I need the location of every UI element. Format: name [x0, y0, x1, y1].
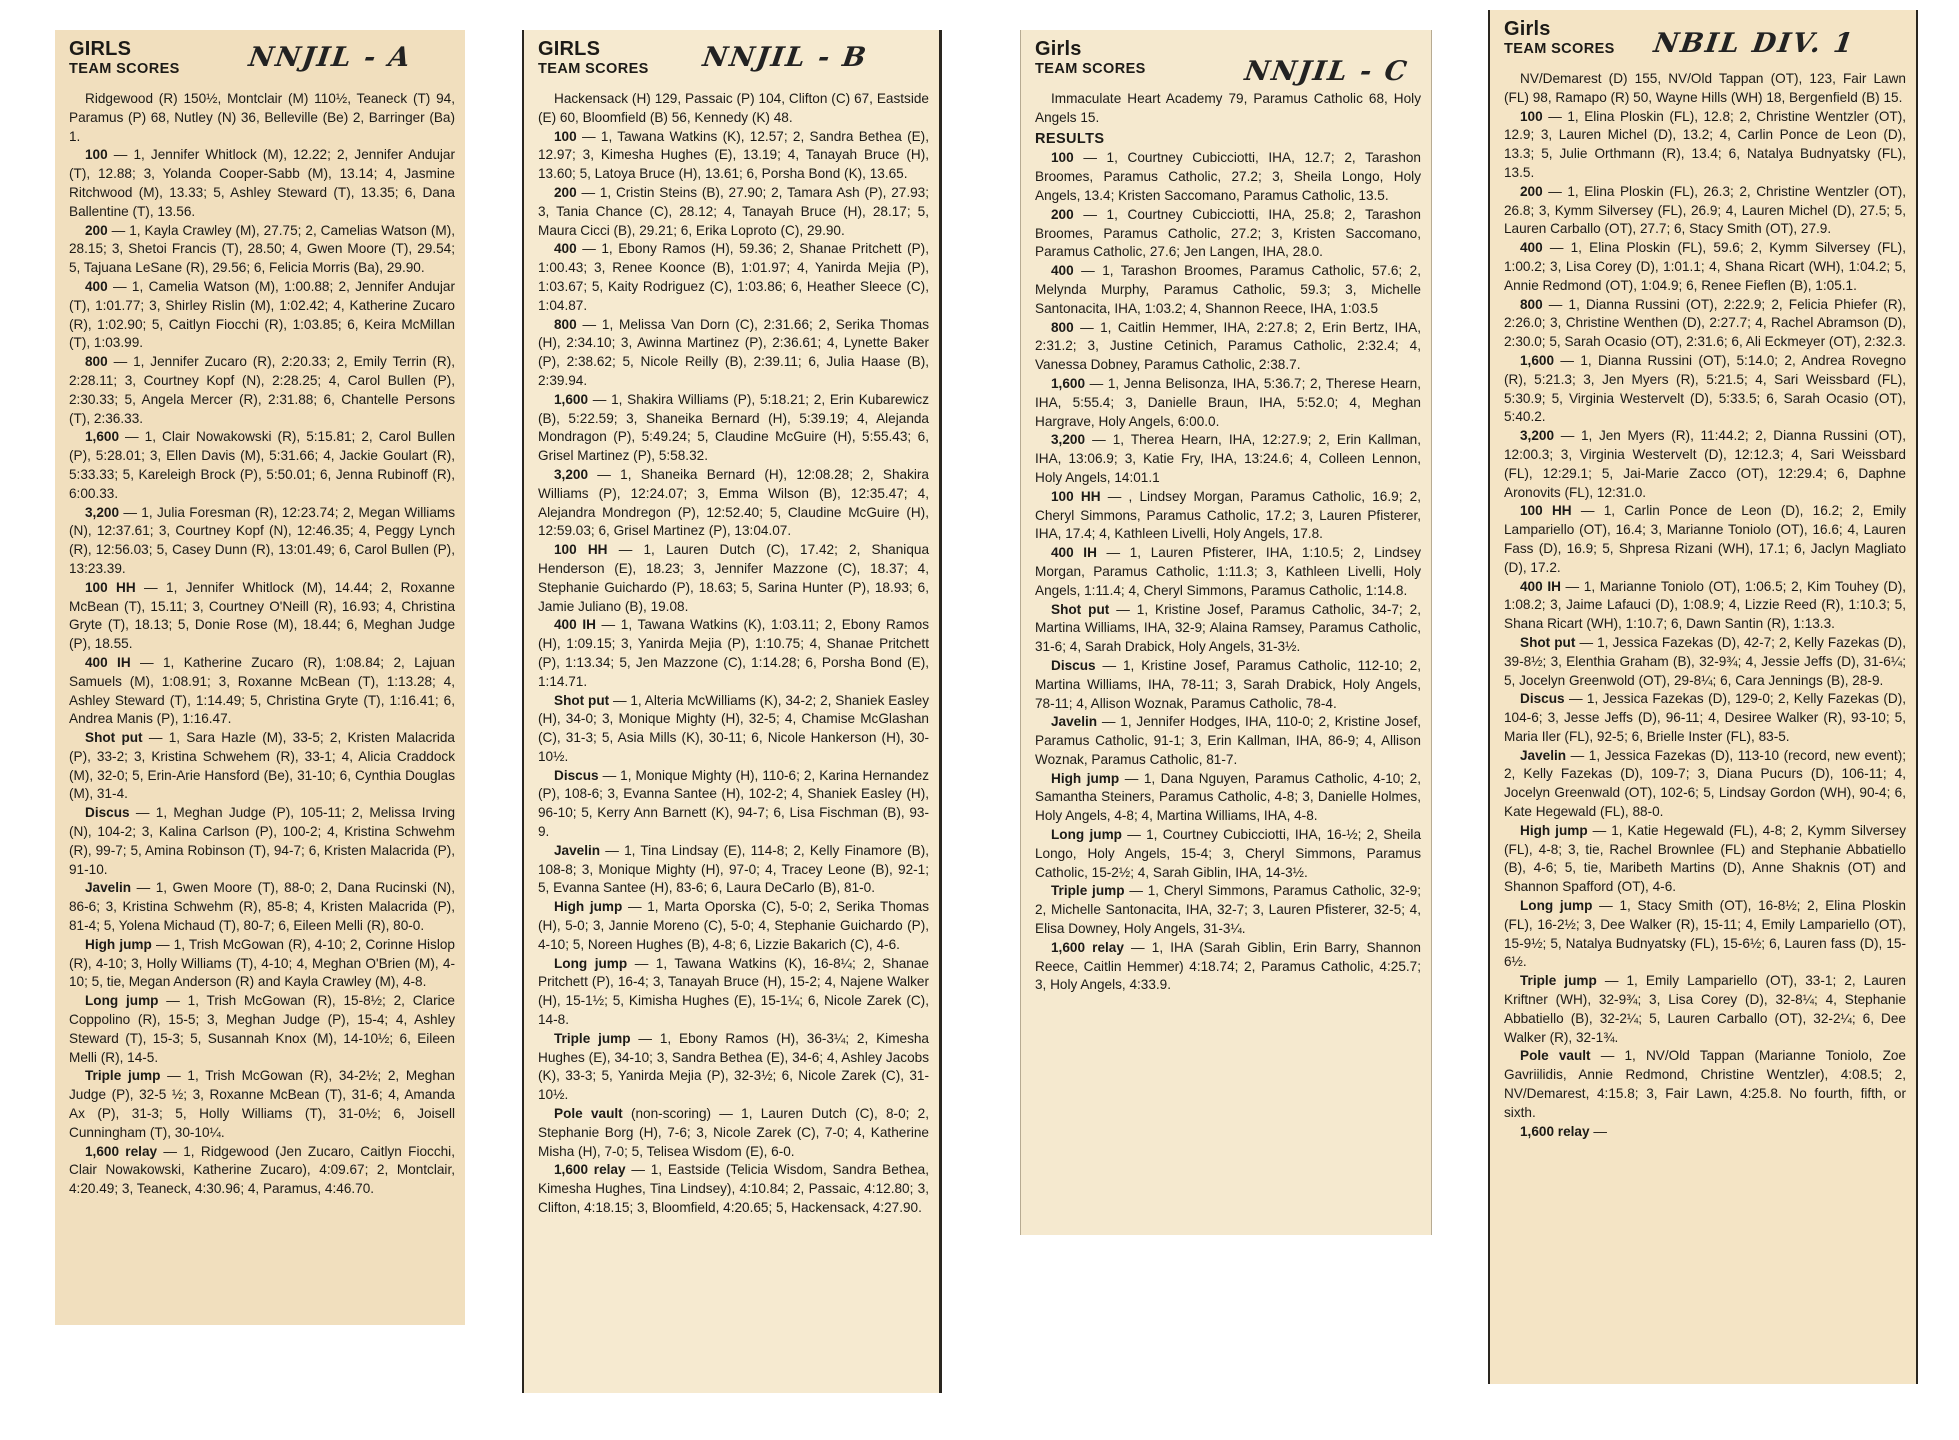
event-result [538, 316, 929, 391]
event-placings: — 1, Kayla Crawley (M), 27.75; 2, Camelias Watson (M), 28.15; 3, Shetoi Francis (T), 28.50; 4, Gwen Moore (T), 29.54; 5, Tajuana LeSane (R), 29.56; 6, Felicia Morris (Ba), 29.90. [69, 222, 455, 276]
event-placings: — 1, Marta Oporska (C), 5-0; 2, Serika Thomas (H), 5-0; 3, Jannie Moreno (C), 5-0; 4, Stephanie Guichardo (P), 4-10; 5, Noreen Hughes (B), 4-8; 6, Lizzie Bakarich (C), 4-6. [538, 899, 930, 952]
results-body [1504, 70, 1906, 1141]
event-result [538, 541, 929, 616]
event-name: 200 [1520, 183, 1543, 199]
event-name: 200 [85, 222, 108, 238]
event-placings: — 1, Katherine Zucaro (R), 1:08.84; 2, Lajuan Samuels (M), 1:08.91; 3, Roxanne McBean (T), 1:13.28; 4, Ashley Steward (T), 1:14.49; 5, Christina Gryte (T), 1:16.41; 6, Andrea Manis (P), 1:16.47. [69, 654, 455, 727]
event-name: High jump [85, 936, 152, 952]
results-body [69, 90, 455, 1199]
event-placings: — 1, Ridgewood (Jen Zucaro, Caitlyn Fiocchi, Clair Nowakowski, Katherine Zucaro), 4:09.67; 2, Montclair, 4:20.49; 3, Teaneck, 4:30.96; 4, Paramus, 4:46.70. [69, 1143, 455, 1197]
event-result [1035, 488, 1421, 544]
event-name: 1,600 relay [85, 1143, 158, 1159]
event-result [538, 1030, 929, 1105]
event-name: 800 [85, 354, 108, 370]
event-result [69, 428, 455, 503]
event-name: 100 [85, 147, 108, 163]
event-placings: — 1, Elina Ploskin (FL), 12.8; 2, Christine Wentzler (OT), 12.9; 3, Lauren Michel (D), 13.2; 4, Carlin Ponce de Leon (D), 13.3; 5, Julie Orthmann (R), 13.4; 6, Natalya Budnyatsky (FL), 13.5. [1504, 108, 1906, 180]
event-placings: — 1, Courtney Cubicciotti, IHA, 25.8; 2, Tarashon Broomes, Paramus Catholic, 27.2; 3, Kristen Saccomano, Paramus Catholic, 27.6; Jen Langen, IHA, 28.0. [1035, 206, 1421, 260]
event-name: 400 IH [1051, 545, 1097, 561]
event-result [1504, 1047, 1906, 1122]
clipping-nnjil-c [1020, 30, 1432, 1235]
event-result [538, 1105, 929, 1161]
event-name: Shot put [1051, 601, 1110, 617]
event-result [1504, 427, 1906, 502]
team-scores-heading: TEAM SCORES [69, 61, 180, 77]
event-name: Shot put [85, 730, 143, 746]
event-placings: — 1, Eastside (Telicia Wisdom, Sandra Bethea, Kimesha Hughes, Tina Lindsey), 4:10.84; 2, Passaic, 4:12.80; 3, Clifton, 4:18.15; 3, Bloomfield, 4:20.65; 5, Hackensack, 4:27.90. [538, 1162, 930, 1216]
event-placings: — 1, Dianna Russini (OT), 5:14.0; 2, Andrea Rovegno (R), 5:21.3; 3, Jen Myers (R), 5:21.5; 4, Sari Weissbard (FL), 5:30.9; 5, Virginia Westervelt (D), 5:33.5; 6, Sarah Ocasio (OT), 5:40.2. [1504, 352, 1906, 425]
event-result [1504, 1123, 1906, 1142]
event-placings: — 1, Tawana Watkins (K), 16-8¼; 2, Shanae Pritchett (P), 16-4; 3, Tanayah Bruce (H), 15-2; 4, Najene Walker (H), 15-1½; 5, Kimisha Hughes (E), 15-1¼; 6, Nicole Zarek (C), 14-8. [538, 955, 929, 1028]
event-name: 100 [554, 128, 577, 144]
event-name: 800 [1520, 296, 1543, 312]
event-result [538, 184, 929, 240]
event-placings: — 1, Tarashon Broomes, Paramus Catholic, 57.6; 2, Melynda Murphy, Paramus Catholic, 59.3; 3, Michelle Santonacita, IHA, 1:03.2; 4, Shannon Reece, IHA, 1:03.5 [1035, 263, 1421, 316]
event-result [1504, 239, 1906, 295]
event-name: 400 [1051, 263, 1074, 279]
event-result [69, 729, 455, 804]
event-result [1504, 972, 1906, 1047]
event-name: 1,600 [85, 429, 120, 445]
handwritten-note: NNJIL - B [700, 42, 870, 73]
event-result [538, 391, 929, 466]
event-placings: — 1, Trish McGowan (R), 15-8½; 2, Clarice Coppolino (R), 15-5; 3, Meghan Judge (P), 15-4; 4, Ashley Steward (T), 15-3; 5, Susannah Knox (M), 14-10½; 6, Eileen Melli (R), 14-5. [69, 993, 455, 1065]
event-result [1504, 183, 1906, 239]
event-name: 400 [1520, 240, 1543, 256]
event-name: 100 HH [85, 579, 136, 595]
results-body [538, 90, 929, 1218]
event-result [1035, 657, 1421, 713]
event-placings: — 1, Elina Ploskin (FL), 59.6; 2, Kymm Silversey (FL), 1:00.2; 3, Lisa Corey (D), 1:01.1; 4, Shana Ricart (WH), 1:04.2; 5, Annie Redmond (OT), 1:04.9; 6, Renee Fieflen (B), 1:05.1. [1504, 240, 1906, 293]
event-name: 400 [554, 241, 577, 257]
event-placings: — 1, Ebony Ramos (H), 59.36; 2, Shanae Pritchett (P), 1:00.43; 3, Renee Koonce (B), 1:01.97; 4, Yanirda Mejia (P), 1:03.67; 5, Kaity Rodriguez (C), 1:03.86; 6, Heather Sleece (C), 1:04.87. [538, 241, 929, 313]
event-result [1035, 601, 1421, 657]
event-result [69, 504, 455, 579]
event-result [69, 278, 455, 353]
event-placings: — 1, Jessica Fazekas (D), 113-10 (record, new event); 2, Kelly Fazekas (D), 109-7; 3, Diana Pucurs (D), 106-11; 4, Jocelyn Greenwald (OT), 102-6; 5, Lindsay Gordon (WH), 90-4; 6, Kate Hegewald (FL), 88-0. [1504, 747, 1906, 820]
event-placings: — 1, Emily Lampariello (OT), 33-1; 2, Lauren Kriftner (WH), 32-9¾; 3, Lisa Corey (D), 32-8¼; 4, Stephanie Abbatiello (B), 32-2¼; 5, Lauren Carballo (OT), 32-2¼; 6, Dee Walker (R), 32-1¾. [1504, 973, 1906, 1045]
event-name: High jump [1520, 822, 1588, 838]
event-placings: — 1, Trish McGowan (R), 34-2½; 2, Meghan Judge (P), 32-5 ½; 3, Roxanne McBean (T), 31-6; 4, Amanda Ax (P), 31-3; 5, Holly Williams (T), 31-0½; 6, Joisell Cunningham (T), 30-10¼. [69, 1068, 455, 1140]
handwritten-note: NNJIL - C [1242, 56, 1411, 87]
event-result [1504, 634, 1906, 690]
event-name: 3,200 [85, 504, 120, 520]
team-scores-text: NV/Demarest (D) 155, NV/Old Tappan (OT), 123, Fair Lawn (FL) 98, Ramapo (R) 50, Wayne Hills (WH) 18, Bergenfield (B) 15. [1504, 71, 1906, 105]
event-placings: — 1, Kristine Josef, Paramus Catholic, 34-7; 2, Martina Williams, IHA, 32-9; Alaina Ramsey, Paramus Catholic, 31-6; 4, Sarah Drabick, Holy Angels, 31-3½. [1035, 601, 1421, 655]
event-placings: — , Lindsey Morgan, Paramus Catholic, 16.9; 2, Cheryl Simmons, Paramus Catholic, 17.2; 3, Lauren Pfisterer, IHA, 17.4; 4, Kathleen Livelli, Holy Angels, 17.8. [1035, 488, 1421, 542]
event-name: Long jump [554, 955, 628, 971]
event-name: 400 IH [554, 617, 596, 633]
event-result [69, 579, 455, 654]
event-name: Javelin [1051, 714, 1098, 730]
clipping-header [1035, 38, 1421, 90]
event-placings: — 1, Dianna Russini (OT), 2:22.9; 2, Felicia Phiefer (R), 2:26.0; 3, Christine Wenthen (D), 2:27.7; 4, Rachel Abramson (D), 2:30.0; 5, Sarah Ocasio (OT), 2:31.6; 6, Ali Eckmeyer (OT), 2:32.3. [1504, 296, 1906, 350]
event-name: 1,600 relay [554, 1162, 626, 1178]
event-placings: — 1, Lauren Pfisterer, IHA, 1:10.5; 2, Lindsey Morgan, Paramus Catholic, 1:11.3; 3, Kathleen Livelli, Holy Angels, 1:11.4; 4, Cheryl Simmons, Paramus Catholic, 1:14.8. [1035, 545, 1421, 598]
event-result [1504, 897, 1906, 972]
event-result [1504, 747, 1906, 822]
event-placings: — 1, Meghan Judge (P), 105-11; 2, Melissa Irving (N), 104-2; 3, Kalina Carlson (P), 100-2; 4, Kristina Schwehm (R), 99-7; 5, Amina Robinson (T), 94-7; 6, Kristen Malacrida (P), 91-10. [69, 805, 455, 877]
event-result [69, 1143, 455, 1199]
team-scores-text: Hackensack (H) 129, Passaic (P) 104, Clifton (C) 67, Eastside (E) 60, Bloomfield (B) 56, Kennedy (K) 48. [538, 91, 929, 125]
event-name: 100 [1051, 150, 1074, 166]
event-placings: — 1, Shakira Williams (P), 5:18.21; 2, Erin Kubarewicz (B), 5:22.59; 3, Shaneika Bernard (H), 5:39.19; 4, Alejanda Mondragon (P), 5:49.24; 5, Claudine McGuire (H), 5:55.43; 6, Grisel Martinez (P), 5:58.32. [538, 391, 929, 464]
event-result [69, 146, 455, 221]
team-scores-heading: TEAM SCORES [1504, 41, 1615, 57]
event-placings: — 1, Melissa Van Dorn (C), 2:31.66; 2, Serika Thomas (H), 2:34.10; 3, Awinna Martinez (P), 2:36.61; 4, Lynette Baker (P), 2:38.62; 5, Nicole Reilly (B), 2:39.11; 6, Julia Haase (B), 2:39.94. [538, 316, 929, 388]
event-name: 400 [85, 278, 108, 294]
event-name: High jump [554, 899, 623, 915]
event-placings: — 1, Tina Lindsay (E), 114-8; 2, Kelly Finamore (B), 108-8; 3, Monique Mighty (H), 97-0; 4, Tracey Leone (B), 92-1; 5, Evanna Santee (H), 83-6; 6, Laura DeCarlo (B), 81-0. [538, 842, 929, 896]
event-result [538, 616, 929, 691]
event-result [1035, 375, 1421, 431]
event-name: 400 IH [85, 654, 131, 670]
event-placings: — 1, Monique Mighty (H), 110-6; 2, Karina Hernandez (P), 108-6; 3, Evanna Santee (H), 102-2; 4, Shaniek Easley (H), 96-10; 5, Kerry Ann Barnett (K), 94-7; 6, Lisa Fischman (B), 93-9. [538, 767, 929, 840]
event-placings: — 1, Sara Hazle (M), 33-5; 2, Kristen Malacrida (P), 33-2; 3, Kristina Schwehem (R), 33-1; 4, Alicia Craddock (M), 32-0; 5, Erin-Arie Hansford (Be), 31-10; 6, Cynthia Douglas (M), 31-4. [69, 730, 455, 802]
event-placings: — 1, Julia Foresman (R), 12:23.74; 2, Megan Williams (N), 12:37.61; 3, Courtney Kopf (N), 12:46.35; 4, Peggy Lynch (R), 12:56.03; 5, Casey Dunn (R), 13:01.49; 6, Carol Bullen (P), 13:23.39. [69, 504, 455, 576]
event-result [538, 128, 929, 184]
event-placings: — 1, Stacy Smith (OT), 16-8½; 2, Elina Ploskin (FL), 16-2½; 3, Dee Walker (R), 15-11; 4, Emily Lampariello (OT), 15-9½; 5, Natalya Budnyatsky (FL), 15-6½; 6, Lauren fass (D), 15-6½. [1504, 898, 1906, 970]
event-name: Shot put [1520, 634, 1576, 650]
event-name: Triple jump [85, 1068, 161, 1084]
event-placings: — 1, Jennifer Zucaro (R), 2:20.33; 2, Emily Terrin (R), 2:28.11; 3, Courtney Kopf (N), 2:28.25; 4, Carol Bullen (P), 2:30.33; 5, Angela Mercer (R), 2:31.88; 6, Chantelle Persons (T), 2:36.33. [69, 354, 455, 426]
event-placings: — 1, Alteria McWilliams (K), 34-2; 2, Shaniek Easley (H), 34-0; 3, Monique Mighty (H), 32-5; 4, Chamise McGlashan (C), 31-3; 5, Asia Mills (K), 30-11; 6, Nicole Hankerson (H), 30-10½. [538, 692, 929, 764]
event-name: Pole vault [1520, 1048, 1591, 1064]
event-result [538, 466, 929, 541]
event-result [1504, 352, 1906, 427]
event-result [1504, 822, 1906, 897]
event-placings: — 1, Courtney Cubicciotti, IHA, 16-½; 2, Sheila Longo, Holy Angels, 15-4; 3, Cheryl Simmons, Paramus Catholic, 15-2½; 4, Sarah Giblin, IHA, 14-3½. [1035, 827, 1422, 880]
event-name: Pole vault [554, 1106, 623, 1122]
event-result [69, 804, 455, 879]
event-placings: — 1, Jennifer Whitlock (M), 14.44; 2, Roxanne McBean (T), 15.11; 3, Courtney O'Neill (R), 16.93; 4, Christina Gryte (T), 18.13; 5, Donie Rose (M), 18.44; 6, Meghan Judge (P), 18.55. [69, 579, 455, 652]
clipping-header [538, 38, 929, 90]
event-result [69, 879, 455, 935]
event-result [69, 353, 455, 428]
event-name: 800 [554, 316, 577, 332]
event-name: 1,600 [554, 391, 589, 407]
clipping-header [69, 38, 455, 90]
event-placings: — 1, Elina Ploskin (FL), 26.3; 2, Christine Wentzler (OT), 26.8; 3, Kymm Silversey (FL), 26.9; 4, Lauren Michel (D), 27.5; 5, Lauren Carballo (OT), 27.7; 6, Stacy Smith (OT), 27.9. [1504, 183, 1906, 237]
event-placings: — 1, Jennifer Whitlock (M), 12.22; 2, Jennifer Andujar (T), 12.88; 3, Yolanda Cooper-Sabb (M), 13.14; 4, Jasmine Ritchwood (M), 13.33; 5, Ashley Steward (T), 13.35; 6, Dana Ballentine (T), 13.56. [69, 147, 455, 219]
handwritten-note: NNJIL - A [246, 42, 414, 73]
event-result [538, 692, 929, 767]
event-placings: — 1, Kristine Josef, Paramus Catholic, 112-10; 2, Martina Williams, IHA, 78-11; 3, Sarah Drabick, Holy Angels, 78-11; 4, Allison Woznak, Paramus Catholic, 78-4. [1035, 657, 1421, 711]
event-name: 3,200 [554, 466, 589, 482]
event-placings: — 1, Carlin Ponce de Leon (D), 16.2; 2, Emily Lampariello (OT), 16.4; 3, Marianne Toniolo (OT), 16.6; 4, Lauren Fass (D), 16.9; 5, Shpresa Rizani (WH), 17.1; 6, Jaclyn Magliato (D), 17.2. [1504, 503, 1906, 575]
event-result [1504, 690, 1906, 746]
event-name: 100 HH [1051, 488, 1101, 504]
event-name: 200 [554, 184, 577, 200]
clipping-nnjil-b [522, 30, 942, 1393]
event-placings: — 1, Gwen Moore (T), 88-0; 2, Dana Rucinski (N), 86-6; 3, Kristina Schwehm (R), 85-8; 4, Kristen Malacrida (P), 81-4; 5, Yolena Michaud (T), 80-7; 6, Eileen Melli (R), 80-0. [69, 880, 455, 934]
team-scores-text: Ridgewood (R) 150½, Montclair (M) 110½, Teaneck (T) 94, Paramus (P) 68, Nutley (N) 36, Belleville (Be) 2, Barringer (Ba) 1. [69, 91, 455, 144]
event-name: 100 [1520, 108, 1543, 124]
event-result [1035, 206, 1421, 262]
handwritten-note: NBIL DIV. 1 [1651, 28, 1857, 59]
event-result [538, 1161, 929, 1217]
section-title: Girls [1035, 38, 1082, 60]
team-scores-heading: TEAM SCORES [538, 61, 649, 77]
event-result [538, 240, 929, 315]
section-title: GIRLS [69, 38, 132, 60]
event-name: Long jump [85, 993, 159, 1009]
event-result [1035, 319, 1421, 375]
event-name: 3,200 [1051, 432, 1086, 448]
section-title: GIRLS [538, 38, 601, 60]
event-result [538, 767, 929, 842]
event-placings: — 1, Ebony Ramos (H), 36-3¼; 2, Kimesha Hughes (E), 34-10; 3, Sandra Bethea (E), 34-6; 4, Ashley Jacobs (K), 33-3; 5, Yanirda Mejia (P), 32-3½; 6, Nicole Zarek (C), 31-10½. [538, 1030, 929, 1103]
event-placings: — 1, IHA (Sarah Giblin, Erin Barry, Shannon Reece, Caitlin Hemmer) 4:18.74; 2, Paramus Catholic, 4:25.7; 3, Holy Angels, 4:33.9. [1035, 939, 1421, 993]
event-name: Discus [1051, 657, 1096, 673]
event-name: 100 HH [554, 542, 608, 558]
event-name: 400 IH [1520, 578, 1561, 594]
event-name: Javelin [1520, 747, 1567, 763]
event-name: 100 HH [1520, 503, 1572, 519]
event-placings: — 1, Jen Myers (R), 11:44.2; 2, Dianna Russini (OT), 12:00.3; 3, Virginia Westervelt (D), 12:12.3; 4, Sari Weissbard (FL), 12:29.1; 5, Jai-Marie Zacco (OT), 12:29.4; 6, Daphne Aronovits (FL), 12:31.0. [1504, 428, 1906, 500]
event-result [538, 898, 929, 954]
event-result [1035, 149, 1421, 205]
event-placings: — 1, Tawana Watkins (K), 1:03.11; 2, Ebony Ramos (H), 1:09.15; 3, Yanirda Mejia (P), 1:10.75; 4, Shanae Pritchett (P), 1:13.34; 5, Jen Mazzone (C), 1:14.28; 6, Porsha Bond (E), 1:14.71. [538, 617, 929, 689]
event-name: Long jump [1520, 898, 1593, 914]
event-name: Discus [1520, 691, 1565, 707]
event-result [1035, 939, 1421, 995]
event-name: Triple jump [1520, 973, 1597, 989]
event-placings: — 1, Trish McGowan (R), 4-10; 2, Corinne Hislop (R), 4-10; 3, Holly Williams (T), 4-10; 4, Meghan O'Brien (M), 4-10; 5, tie, Megan Anderson (R) and Kayla Crawley (M), 4-8. [69, 936, 455, 990]
event-result [1035, 262, 1421, 318]
clipping-header [1504, 18, 1906, 70]
event-name: 200 [1051, 206, 1074, 222]
event-placings: — 1, Dana Nguyen, Paramus Catholic, 4-10; 2, Samantha Steiners, Paramus Catholic, 4-8; 3, Danielle Holmes, Holy Angels, 4-8; 4, Martina Williams, IHA, 4-8. [1035, 770, 1421, 824]
event-name: Shot put [554, 692, 610, 708]
event-placings: (non-scoring) — 1, Lauren Dutch (C), 8-0; 2, Stephanie Borg (H), 7-6; 3, Nicole Zarek (C), 7-0; 4, Katherine Misha (H), 7-0; 5, Telisea Wisdom (E), 6-0. [538, 1106, 929, 1159]
event-placings: — 1, Caitlin Hemmer, IHA, 2:27.8; 2, Erin Bertz, IHA, 2:31.2; 3, Justine Cetinich, Paramus Catholic, 2:32.4; 4, Vanessa Dobney, Paramus Catholic, 2:38.7. [1035, 319, 1421, 373]
event-result [1035, 826, 1421, 882]
event-name: 800 [1051, 319, 1074, 335]
event-result [69, 992, 455, 1067]
event-placings: — 1, Marianne Toniolo (OT), 1:06.5; 2, Kim Touhey (D), 1:08.2; 3, Jaime Lafauci (D), 1:08.9; 4, Lizzie Reed (R), 1:10.3; 5, Shana Ricart (WH), 1:10.7; 6, Dawn Santin (R), 1:13.3. [1504, 578, 1906, 632]
event-placings: — 1, Cheryl Simmons, Paramus Catholic, 32-9; 2, Michelle Santonacita, IHA, 32-7; 3, Lauren Pfisterer, 32-5; 4, Elisa Downey, Holy Angels, 31-3¼. [1035, 883, 1421, 937]
event-result [1035, 770, 1421, 826]
event-result [1035, 713, 1421, 769]
event-result [1504, 296, 1906, 352]
results-heading: RESULTS [1035, 130, 1105, 147]
event-result [1035, 431, 1421, 487]
clipping-nnjil-a [55, 30, 465, 1325]
event-placings: — [1589, 1123, 1607, 1139]
event-result [1504, 578, 1906, 634]
event-placings: — 1, Jenna Belisonza, IHA, 5:36.7; 2, Therese Hearn, IHA, 5:55.4; 3, Danielle Braun, IHA, 5:52.0; 4, Meghan Hargrave, Holy Angels, 6:00.0. [1035, 375, 1421, 429]
event-result [1504, 502, 1906, 577]
event-name: 1,600 [1051, 375, 1086, 391]
event-name: Long jump [1051, 827, 1122, 843]
event-placings: — 1, Jessica Fazekas (D), 42-7; 2, Kelly Fazekas (D), 39-8½; 3, Elenthia Graham (B), 32-9¾; 4, Jessie Jeffs (D), 31-6¼; 5, Jocelyn Greenwold (OT), 29-8¼; 6, Cara Jennings (B), 28-9. [1504, 634, 1906, 688]
event-name: 1,600 relay [1051, 939, 1124, 955]
event-name: Discus [85, 805, 130, 821]
event-result [69, 936, 455, 992]
event-placings: — 1, Lauren Dutch (C), 17.42; 2, Shaniqua Henderson (E), 18.23; 3, Jennifer Mazzone (C), 18.37; 4, Stephanie Guichardo (P), 18.63; 5, Sarina Hunter (P), 18.93; 6, Jamie Juliano (B), 19.08. [538, 542, 930, 614]
event-placings: — 1, Clair Nowakowski (R), 5:15.81; 2, Carol Bullen (P), 5:28.01; 3, Ellen Davis (M), 5:31.66; 4, Jackie Goulart (R), 5:33.33; 5, Kareleigh Brock (P), 5:50.01; 6, Jenna Rubinoff (R), 6:00.33. [69, 429, 455, 501]
event-result [538, 955, 929, 1030]
event-name: 3,200 [1520, 428, 1555, 444]
event-placings: — 1, Courtney Cubicciotti, IHA, 12.7; 2, Tarashon Broomes, Paramus Catholic, 27.2; 3, Sheila Longo, Holy Angels, 13.4; Kristen Saccomano, Paramus Catholic, 13.5. [1035, 150, 1421, 203]
event-name: Triple jump [1051, 883, 1125, 899]
event-placings: — 1, Camelia Watson (M), 1:00.88; 2, Jennifer Andujar (T), 1:01.77; 3, Shirley Rislin (M), 1:02.42; 4, Katherine Zucaro (R), 1:02.90; 5, Caitlyn Fiocchi (R), 1:03.85; 6, Keira McMillan (T), 1:03.99. [69, 278, 455, 351]
event-name: High jump [1051, 770, 1120, 786]
event-placings: — 1, Shaneika Bernard (H), 12:08.28; 2, Shakira Williams (P), 12:24.07; 3, Emma Wilson (B), 12:35.47; 4, Alejandra Mondregon (P), 12:52.40; 5, Claudine McGuire (H), 12:59.03; 6, Grisel Martinez (P), 13:04.07. [538, 466, 929, 539]
event-name: Triple jump [554, 1030, 631, 1046]
event-name: Javelin [85, 880, 132, 896]
event-placings: — 1, Katie Hegewald (FL), 4-8; 2, Kymm Silversey (FL), 4-8; 3, tie, Rachel Brownlee (FL) and Stephanie Abbatiello (B), 4-6; 5, tie, Maribeth Martins (D), Anne Shaknis (OT) and Shannon Spafford (OT), 4-6. [1504, 822, 1906, 895]
event-placings: — 1, Therea Hearn, IHA, 12:27.9; 2, Erin Kallman, IHA, 13:06.9; 3, Katie Fry, IHA, 13:24.6; 4, Colleen Lennon, Holy Angels, 14:01.1 [1035, 432, 1421, 485]
event-name: Javelin [554, 842, 601, 858]
results-body [1035, 90, 1421, 995]
team-scores-heading: TEAM SCORES [1035, 61, 1146, 77]
event-placings: — 1, Cristin Steins (B), 27.90; 2, Tamara Ash (P), 27.93; 3, Tania Chance (C), 28.12; 4, Tanayah Bruce (H), 28.17; 5, Maura Cicci (B), 29.21; 6, Erika Loproto (C), 29.90. [538, 184, 929, 238]
event-result [538, 842, 929, 898]
event-result [1035, 882, 1421, 938]
event-name: Discus [554, 767, 599, 783]
event-result [69, 1067, 455, 1142]
event-name: 1,600 relay [1520, 1123, 1590, 1139]
event-result [69, 654, 455, 729]
event-placings: — 1, NV/Old Tappan (Marianne Toniolo, Zoe Gavriilidis, Annie Redmond, Christine Wentzler), 4:08.5; 2, NV/Demarest, 4:15.8; 3, Fair Lawn, 4:25.8. No fourth, fifth, or sixth. [1504, 1048, 1906, 1120]
event-result [1504, 108, 1906, 183]
event-placings: — 1, Jessica Fazekas (D), 129-0; 2, Kelly Fazekas (D), 104-6; 3, Jesse Jeffs (D), 96-11; 4, Desiree Walker (R), 93-10; 5, Maria Iler (FL), 92-5; 6, Brielle Inster (FL), 83-5. [1504, 691, 1906, 744]
event-result [69, 222, 455, 278]
section-title: Girls [1504, 18, 1551, 40]
event-name: 1,600 [1520, 352, 1555, 368]
clipping-nbil-div-1 [1488, 10, 1918, 1384]
event-placings: — 1, Tawana Watkins (K), 12.57; 2, Sandra Bethea (E), 12.97; 3, Kimesha Hughes (E), 13.19; 4, Tanayah Bruce (H), 13.60; 5, Latoya Bruce (H), 13.61; 6, Porsha Bond (K), 13.65. [538, 128, 929, 182]
team-scores-text: Immaculate Heart Academy 79, Paramus Catholic 68, Holy Angels 15. [1035, 91, 1421, 125]
event-result [1035, 544, 1421, 600]
event-placings: — 1, Jennifer Hodges, IHA, 110-0; 2, Kristine Josef, Paramus Catholic, 91-1; 3, Erin Kallman, IHA, 86-9; 4, Allison Woznak, Paramus Catholic, 81-7. [1035, 714, 1421, 767]
